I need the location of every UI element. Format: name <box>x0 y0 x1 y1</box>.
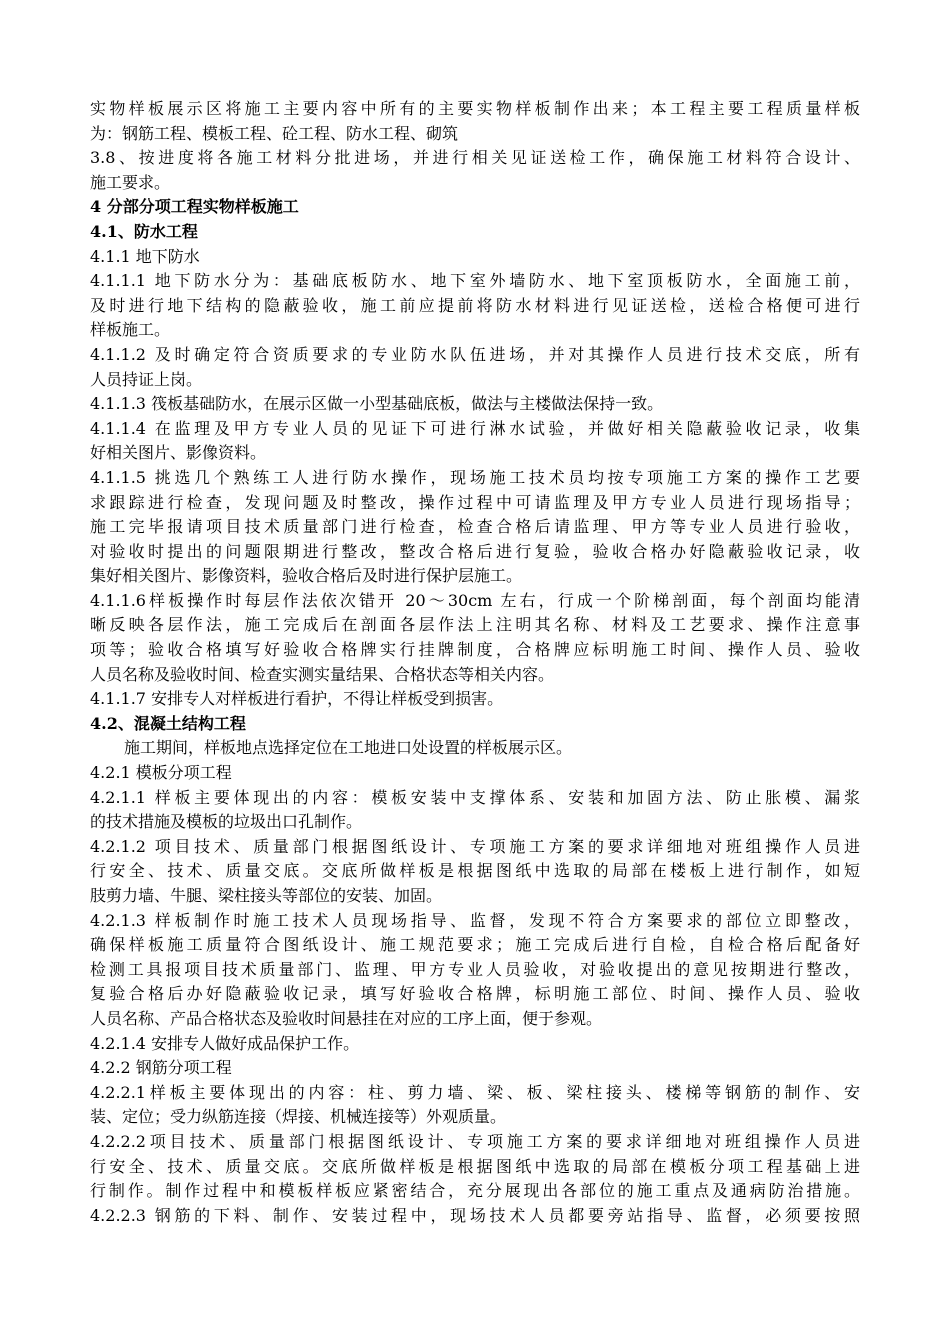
paragraph-line: 的技术措施及模板的垃圾出口孔制作。 <box>90 812 363 832</box>
subsection-heading: 4.1.1 地下防水 <box>90 246 200 266</box>
paragraph-line: 施工期间，样板地点选择定位在工地进口处设置的样板展示区。 <box>124 738 573 758</box>
paragraph-line: 样板施工。 <box>90 320 171 340</box>
paragraph-line: 4.1.1.1 地下防水分为：基础底板防水、地下室外墙防水、地下室顶板防水，全面施工前， <box>90 271 860 291</box>
subsection-heading: 4.2.2 钢筋分项工程 <box>90 1058 232 1078</box>
paragraph-line: 及时进行地下结构的隐蔽验收，施工前应提前将防水材料进行见证送检，送检合格便可进行 <box>90 295 860 315</box>
paragraph-line: 4.1.1.7 安排专人对样板进行看护，不得让样板受到损害。 <box>90 689 504 709</box>
paragraph-line: 施工要求。 <box>90 172 171 192</box>
subsection-heading: 4.2、混凝土结构工程 <box>90 713 246 733</box>
paragraph-line: 装、定位；受力纵筋连接（焊接、机械连接等）外观质量。 <box>90 1107 507 1127</box>
section-heading: 4 分部分项工程实物样板施工 <box>90 197 299 217</box>
paragraph-line: 4.1.1.4 在监理及甲方专业人员的见证下可进行淋水试验，并做好相关隐蔽验收记录，收集 <box>90 418 860 438</box>
paragraph-line: 晰反映各层作法，施工完成后在剖面各层作法上注明其名称、材料及工艺要求、操作注意事 <box>90 615 860 635</box>
paragraph-line: 对验收时提出的问题限期进行整改，整改合格后进行复验，验收合格办好隐蔽验收记录，收 <box>90 541 860 561</box>
paragraph-line: 4.1.1.3 筏板基础防水，在展示区做一小型基础底板，做法与主楼做法保持一致。 <box>90 394 664 414</box>
paragraph-line: 好相关图片、影像资料。 <box>90 443 267 463</box>
paragraph-line: 肢剪力墙、牛腿、梁柱接头等部位的安装、加固。 <box>90 886 443 905</box>
paragraph-line: 4.2.1.2 项目技术、质量部门根据图纸设计、专项施工方案的要求详细地对班组操作人员进 <box>90 836 860 856</box>
paragraph-line: 项等；验收合格填写好验收合格牌实行挂牌制度，合格牌应标明施工时间、操作人员、验收 <box>90 640 860 660</box>
paragraph-line: 4.2.1.4 安排专人做好成品保护工作。 <box>90 1033 360 1053</box>
paragraph-line: 人员持证上岗。 <box>90 369 203 389</box>
subsection-heading: 4.1、防水工程 <box>90 221 198 241</box>
paragraph-line: 求跟踪进行检查，发现问题及时整改，操作过程中可请监理及甲方专业人员进行现场指导； <box>90 492 860 512</box>
paragraph-line: 复验合格后办好隐蔽验收记录，填写好验收合格牌，标明施工部位、时间、操作人员、验收 <box>90 984 860 1004</box>
paragraph-line: 4.2.1.3 样板制作时施工技术人员现场指导、监督，发现不符合方案要求的部位立即整改， <box>90 910 860 930</box>
paragraph-line: 集好相关图片、影像资料，验收合格后及时进行保护层施工。 <box>90 566 523 586</box>
paragraph-line: 4.2.1.1 样板主要体现出的内容：模板安装中支撑体系、安装和加固方法、防止胀模、漏浆 <box>90 787 860 807</box>
paragraph-line: 行安全、技术、质量交底。交底所做样板是根据图纸中选取的局部在楼板上进行制作，如短 <box>90 861 860 881</box>
paragraph-line: 行安全、技术、质量交底。交底所做样板是根据图纸中选取的局部在模板分项工程基础上进 <box>90 1156 860 1176</box>
paragraph-line: 3.8、按进度将各施工材料分批进场，并进行相关见证送检工作，确保施工材料符合设计、 <box>90 148 860 168</box>
paragraph-line: 施工完毕报请项目技术质量部门进行检查，检查合格后请监理、甲方等专业人员进行验收， <box>90 517 860 537</box>
paragraph-line: 4.2.2.3 钢筋的下料、制作、安装过程中，现场技术人员都要旁站指导、监督，必须要按照 <box>90 1205 860 1225</box>
paragraph-line: 行制作。制作过程中和模板样板应紧密结合，充分展现出各部位的施工重点及通病防治措施。 <box>90 1181 860 1201</box>
paragraph-line: 4.2.2.2项目技术、质量部门根据图纸设计、专项施工方案的要求详细地对班组操作人员进 <box>90 1131 860 1151</box>
paragraph-line: 检测工具报项目技术质量部门、监理、甲方专业人员验收，对验收提出的意见按期进行整改， <box>90 959 860 979</box>
paragraph-line: 人员名称及验收时间、检查实测实量结果、合格状态等相关内容。 <box>90 664 555 684</box>
paragraph-line: 为：钢筋工程、模板工程、砼工程、防水工程、砌筑 <box>90 123 459 143</box>
subsection-heading: 4.2.1 模板分项工程 <box>90 763 232 783</box>
paragraph-line: 4.2.2.1样板主要体现出的内容：柱、剪力墙、梁、板、梁柱接头、楼梯等钢筋的制作、安 <box>90 1082 860 1102</box>
paragraph-line: 4.1.1.6样板操作时每层作法依次错开 20～30cm 左右，行成一个阶梯剖面，每个剖面均能清 <box>90 590 860 610</box>
paragraph-line: 实物样板展示区将施工主要内容中所有的主要实物样板制作出来；本工程主要工程质量样板 <box>90 99 860 118</box>
paragraph-line: 4.1.1.2 及时确定符合资质要求的专业防水队伍进场，并对其操作人员进行技术交底，所有 <box>90 344 860 364</box>
paragraph-line: 人员名称、产品合格状态及验收时间悬挂在对应的工序上面，便于参观。 <box>90 1008 603 1028</box>
paragraph-line: 确保样板施工质量符合图纸设计、施工规范要求；施工完成后进行自检，自检合格后配备好 <box>90 935 860 955</box>
paragraph-line: 4.1.1.5 挑选几个熟练工人进行防水操作，现场施工技术员均按专项施工方案的操作工艺要 <box>90 467 860 487</box>
